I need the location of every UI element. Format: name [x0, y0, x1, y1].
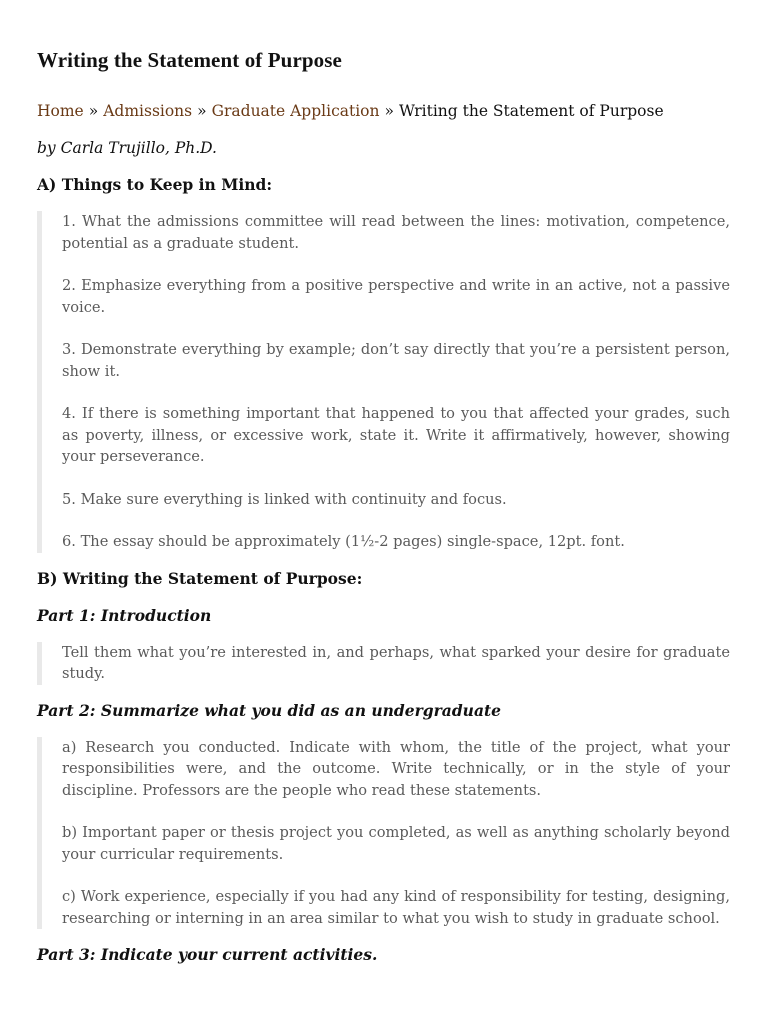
tip-item: 2. Emphasize everything from a positive perspective and write in an active, not a passive voice. [62, 277, 730, 316]
page-title: Writing the Statement of Purpose [37, 48, 342, 72]
tip-item: 3. Demonstrate everything by example; don’t say directly that you’re a persistent person, show it. [62, 341, 730, 380]
part-2-blockquote [37, 737, 730, 930]
author-byline: by Carla Trujillo, Ph.D. [37, 139, 217, 157]
section-a-blockquote [37, 211, 730, 553]
part-1-blockquote [37, 642, 730, 685]
tip-item: 4. If there is something important that happened to you that affected your grades, such as poverty, illness, or excessive work, state it. Write it affirmatively, however, showing your perseverance. [62, 405, 730, 465]
section-a-heading: A) Things to Keep in Mind: [37, 175, 273, 194]
breadcrumb-separator: » [88, 102, 99, 120]
part-2-item: b) Important paper or thesis project you completed, as well as anything scholarly beyond your curricular requirements. [62, 824, 730, 863]
breadcrumb [37, 100, 730, 122]
breadcrumb-current: Writing the Statement of Purpose [398, 102, 664, 120]
part-2-heading: Part 2: Summarize what you did as an undergraduate [37, 700, 502, 720]
breadcrumb-separator: » [384, 102, 394, 120]
part-2-item: c) Work experience, especially if you had any kind of responsibility for testing, designing, researching or interning in an area similar to what you wish to study in graduate school. [62, 888, 730, 927]
breadcrumb-graduate-application-link[interactable]: Graduate Application [211, 102, 380, 120]
tip-item: 5. Make sure everything is linked with continuity and focus. [62, 490, 507, 508]
breadcrumb-separator: » [197, 102, 207, 120]
tip-item: 1. What the admissions committee will read between the lines: motivation, competence, potential as a graduate student. [62, 213, 730, 252]
part-1-heading: Part 1: Introduction [37, 605, 212, 625]
part-2-item: a) Research you conducted. Indicate with whom, the title of the project, what your responsibilities were, and the outcome. Write technically, or in the style of your discipline. Professors are the people who read these statements. [62, 738, 730, 799]
part-3-heading: Part 3: Indicate your current activities. [37, 945, 378, 964]
section-b-heading: B) Writing the Statement of Purpose: [37, 568, 363, 588]
part-1-text: Tell them what you’re interested in, and perhaps, what sparked your desire for graduate study. [62, 643, 730, 682]
tip-item: 6. The essay should be approximately (1½-2 pages) single-space, 12pt. font. [62, 533, 625, 550]
breadcrumb-home-link[interactable]: Home [37, 102, 84, 120]
breadcrumb-admissions-link[interactable]: Admissions [103, 102, 193, 120]
